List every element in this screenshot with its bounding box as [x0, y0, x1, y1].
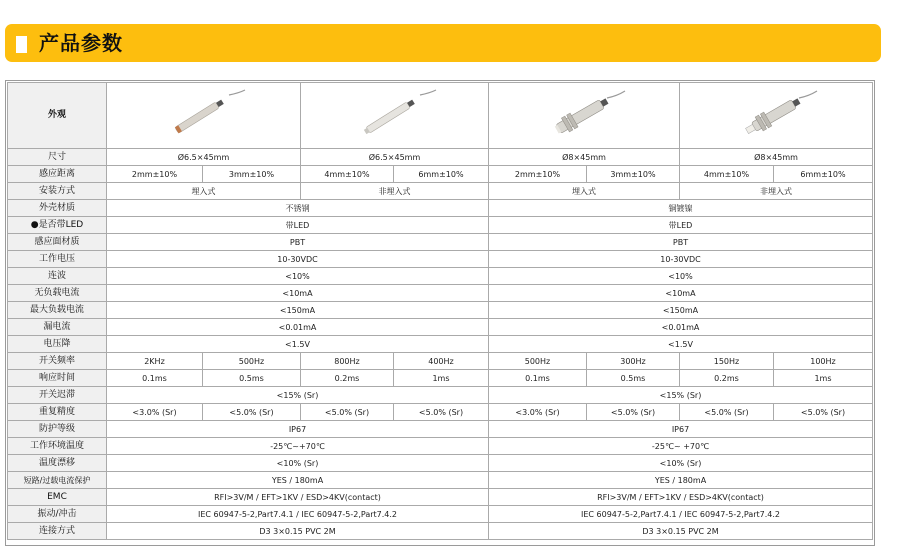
table-row	[8, 149, 873, 166]
table-row	[8, 217, 873, 234]
cell: <0.01mA	[107, 319, 489, 336]
cell: D3 3×0.15 PVC 2M	[489, 523, 873, 540]
cell: 2mm±10%	[489, 166, 587, 183]
row-label: 短路/过载电流保护	[8, 472, 107, 489]
table-row	[8, 166, 873, 183]
row-label: 电压降	[8, 336, 107, 353]
row-label: 开关频率	[8, 353, 107, 370]
table-row	[8, 455, 873, 472]
cell: 埋入式	[489, 183, 680, 200]
cell: PBT	[107, 234, 489, 251]
cell: 150Hz	[680, 353, 774, 370]
spec-table	[7, 82, 873, 540]
row-label: 漏电流	[8, 319, 107, 336]
cell: Ø8×45mm	[489, 149, 680, 166]
row-label: 响应时间	[8, 370, 107, 387]
cell: 0.2ms	[301, 370, 394, 387]
cell: 1ms	[394, 370, 489, 387]
cell: 6mm±10%	[394, 166, 489, 183]
table-row	[8, 83, 873, 149]
table-row	[8, 200, 873, 217]
cell: 0.1ms	[107, 370, 203, 387]
cell: 300Hz	[587, 353, 680, 370]
cell: 埋入式	[107, 183, 301, 200]
cell: 0.2ms	[680, 370, 774, 387]
sensor-m8-flush-icon	[539, 86, 629, 146]
row-label: 防护等级	[8, 421, 107, 438]
cell: YES / 180mA	[107, 472, 489, 489]
table-row	[8, 336, 873, 353]
cell: <1.5V	[107, 336, 489, 353]
row-label: 连接方式	[8, 523, 107, 540]
table-row	[8, 438, 873, 455]
cell: 10-30VDC	[107, 251, 489, 268]
table-row	[8, 404, 873, 421]
cell: 1ms	[774, 370, 873, 387]
row-label: 最大负载电流	[8, 302, 107, 319]
table-row	[8, 523, 873, 540]
cell: 带LED	[489, 217, 873, 234]
cell: <5.0% (Sr)	[680, 404, 774, 421]
cell: <5.0% (Sr)	[203, 404, 301, 421]
cell: 非埋入式	[301, 183, 489, 200]
table-row	[8, 319, 873, 336]
cell: -25℃~+70℃	[107, 438, 489, 455]
cell: <5.0% (Sr)	[774, 404, 873, 421]
cell: <5.0% (Sr)	[394, 404, 489, 421]
cell: <5.0% (Sr)	[301, 404, 394, 421]
cell: YES / 180mA	[489, 472, 873, 489]
cell: PBT	[489, 234, 873, 251]
section-title: 产品参数	[39, 31, 123, 55]
cell: 0.5ms	[203, 370, 301, 387]
cell: 铜镀镍	[489, 200, 873, 217]
row-label: 感应面材质	[8, 234, 107, 251]
row-label: 工作电压	[8, 251, 107, 268]
row-label: 重复精度	[8, 404, 107, 421]
sensor-m8-nonflush-icon	[731, 86, 821, 146]
cell: 400Hz	[394, 353, 489, 370]
row-label: 工作环境温度	[8, 438, 107, 455]
cell: <3.0% (Sr)	[107, 404, 203, 421]
table-row	[8, 353, 873, 370]
cell: <3.0% (Sr)	[489, 404, 587, 421]
cell: RFI>3V/M / EFT>1KV / ESD>4KV(contact)	[107, 489, 489, 506]
header-marker	[16, 36, 27, 53]
table-row	[8, 251, 873, 268]
section-header	[5, 24, 881, 62]
cell: <1.5V	[489, 336, 873, 353]
table-row	[8, 268, 873, 285]
table-row	[8, 285, 873, 302]
table-row	[8, 506, 873, 523]
table-row	[8, 472, 873, 489]
product-image	[489, 83, 680, 149]
row-label: 外壳材质	[8, 200, 107, 217]
cell: 4mm±10%	[301, 166, 394, 183]
row-label: 温度漂移	[8, 455, 107, 472]
cell: <5.0% (Sr)	[587, 404, 680, 421]
cell: 500Hz	[489, 353, 587, 370]
cell: 3mm±10%	[203, 166, 301, 183]
cell: <10%	[489, 268, 873, 285]
cell: <150mA	[489, 302, 873, 319]
cell: 带LED	[107, 217, 489, 234]
cell: 0.5ms	[587, 370, 680, 387]
cell: 800Hz	[301, 353, 394, 370]
table-row	[8, 421, 873, 438]
cell: 10-30VDC	[489, 251, 873, 268]
cell: <10mA	[489, 285, 873, 302]
cell: Ø6.5×45mm	[107, 149, 301, 166]
cell: IEC 60947-5-2,Part7.4.1 / IEC 60947-5-2,Part7.4.2	[489, 506, 873, 523]
cell: <10mA	[107, 285, 489, 302]
cell: 0.1ms	[489, 370, 587, 387]
cell: 500Hz	[203, 353, 301, 370]
cell: 非埋入式	[680, 183, 873, 200]
cell: IEC 60947-5-2,Part7.4.1 / IEC 60947-5-2,Part7.4.2	[107, 506, 489, 523]
cell: Ø8×45mm	[680, 149, 873, 166]
table-row	[8, 234, 873, 251]
cell: <10%	[107, 268, 489, 285]
sensor-small-flush-icon	[159, 87, 249, 145]
product-image	[301, 83, 489, 149]
product-image	[680, 83, 873, 149]
cell: IP67	[107, 421, 489, 438]
cell: 4mm±10%	[680, 166, 774, 183]
cell: <10% (Sr)	[107, 455, 489, 472]
cell: RFI>3V/M / EFT>1KV / ESD>4KV(contact)	[489, 489, 873, 506]
cell: 不锈钢	[107, 200, 489, 217]
cell: <0.01mA	[489, 319, 873, 336]
cell: <150mA	[107, 302, 489, 319]
row-label: 感应距离	[8, 166, 107, 183]
cell: IP67	[489, 421, 873, 438]
row-label: EMC	[8, 489, 107, 506]
table-row	[8, 387, 873, 404]
row-label: 无负载电流	[8, 285, 107, 302]
sensor-small-nonflush-icon	[350, 87, 440, 145]
row-label: ●是否带LED	[8, 217, 107, 234]
table-row	[8, 489, 873, 506]
row-label: 连波	[8, 268, 107, 285]
cell: <15% (Sr)	[489, 387, 873, 404]
cell: 6mm±10%	[774, 166, 873, 183]
table-row	[8, 302, 873, 319]
product-image	[107, 83, 301, 149]
table-row	[8, 370, 873, 387]
row-label: 外观	[8, 83, 107, 149]
cell: Ø6.5×45mm	[301, 149, 489, 166]
table-row	[8, 183, 873, 200]
row-label: 安装方式	[8, 183, 107, 200]
cell: 3mm±10%	[587, 166, 680, 183]
cell: -25℃~ +70℃	[489, 438, 873, 455]
row-label: 开关迟滞	[8, 387, 107, 404]
row-label: 振动/冲击	[8, 506, 107, 523]
cell: D3 3×0.15 PVC 2M	[107, 523, 489, 540]
cell: <15% (Sr)	[107, 387, 489, 404]
cell: <10% (Sr)	[489, 455, 873, 472]
cell: 100Hz	[774, 353, 873, 370]
cell: 2KHz	[107, 353, 203, 370]
cell: 2mm±10%	[107, 166, 203, 183]
row-label: 尺寸	[8, 149, 107, 166]
